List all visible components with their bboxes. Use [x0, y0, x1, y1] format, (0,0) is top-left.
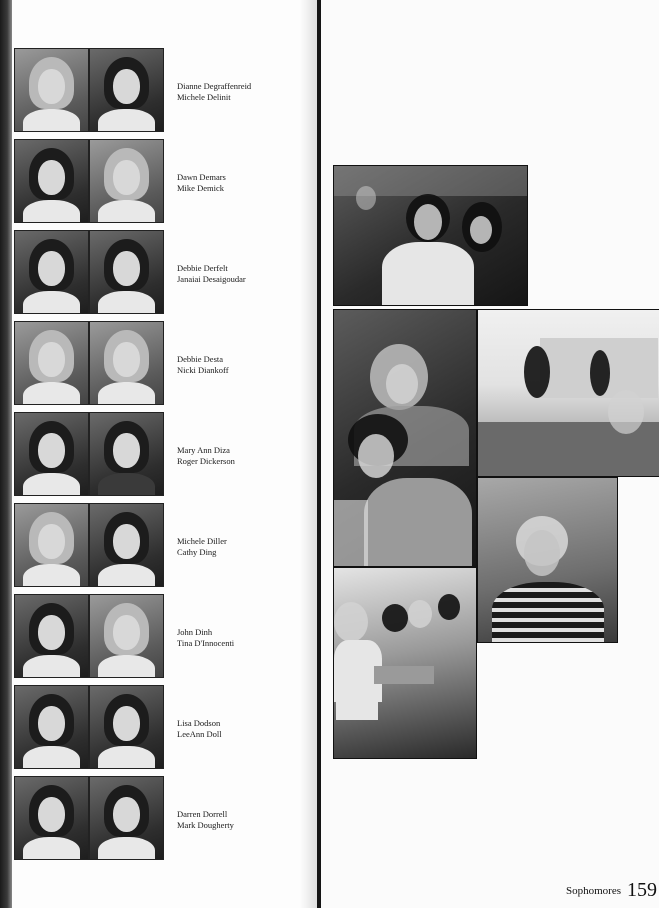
portrait-names	[177, 536, 317, 557]
portrait-names	[177, 354, 317, 375]
student-name: Debbie Desta	[177, 354, 224, 364]
gutter-shadow	[300, 0, 317, 908]
portrait-photo	[89, 321, 164, 405]
candid-photo	[333, 567, 477, 759]
student-name: Cathy Ding	[177, 546, 217, 557]
student-name: John Dinh	[177, 627, 213, 637]
portrait-photo	[89, 503, 164, 587]
portrait-names	[177, 172, 317, 193]
portrait-photo	[89, 594, 164, 678]
portrait-names	[177, 809, 317, 830]
section-label: Sophomores	[566, 885, 621, 897]
student-name: Dawn Demars	[177, 172, 226, 182]
portrait-names	[177, 263, 317, 284]
student-name: Mark Dougherty	[177, 819, 234, 830]
student-name: Janaiai Desaigoudar	[177, 273, 246, 284]
portrait-names	[177, 627, 317, 648]
portrait-photo	[89, 776, 164, 860]
candid-photo	[477, 309, 659, 477]
portrait-photo	[89, 412, 164, 496]
student-name: Nicki Diankoff	[177, 364, 229, 375]
student-name: Mike Demick	[177, 182, 224, 193]
portrait-photo	[14, 412, 89, 496]
right-page	[321, 0, 659, 908]
student-name: Roger Dickerson	[177, 455, 235, 466]
page-number: 159	[627, 879, 657, 901]
portrait-names	[177, 718, 317, 739]
portrait-photo	[14, 776, 89, 860]
portrait-photo	[14, 503, 89, 587]
portrait-photo	[14, 321, 89, 405]
portrait-names	[177, 81, 317, 102]
portrait-photo	[89, 139, 164, 223]
student-name: Michele Delinit	[177, 91, 231, 102]
student-name: Michele Diller	[177, 536, 227, 546]
candid-photo	[477, 477, 618, 643]
portrait-photo	[14, 139, 89, 223]
portrait-photo	[14, 48, 89, 132]
left-binding-shadow	[0, 0, 12, 908]
student-name: LeeAnn Doll	[177, 728, 222, 739]
student-name: Tina D'Innocenti	[177, 637, 235, 648]
left-page	[12, 0, 317, 908]
student-name: Mary Ann Diza	[177, 445, 230, 455]
portrait-photo	[89, 685, 164, 769]
portrait-photo	[89, 230, 164, 314]
portrait-photo	[14, 230, 89, 314]
candid-photo	[333, 309, 477, 567]
student-name: Debbie Derfelt	[177, 263, 228, 273]
student-name: Lisa Dodson	[177, 718, 221, 728]
student-name: Darren Dorrell	[177, 809, 228, 819]
portrait-photo	[14, 594, 89, 678]
student-name: Dianne Degraffenreid	[177, 81, 252, 91]
portrait-names	[177, 445, 317, 466]
candid-photo	[333, 165, 528, 306]
portrait-photo	[89, 48, 164, 132]
portrait-photo	[14, 685, 89, 769]
page-footer	[566, 879, 657, 902]
